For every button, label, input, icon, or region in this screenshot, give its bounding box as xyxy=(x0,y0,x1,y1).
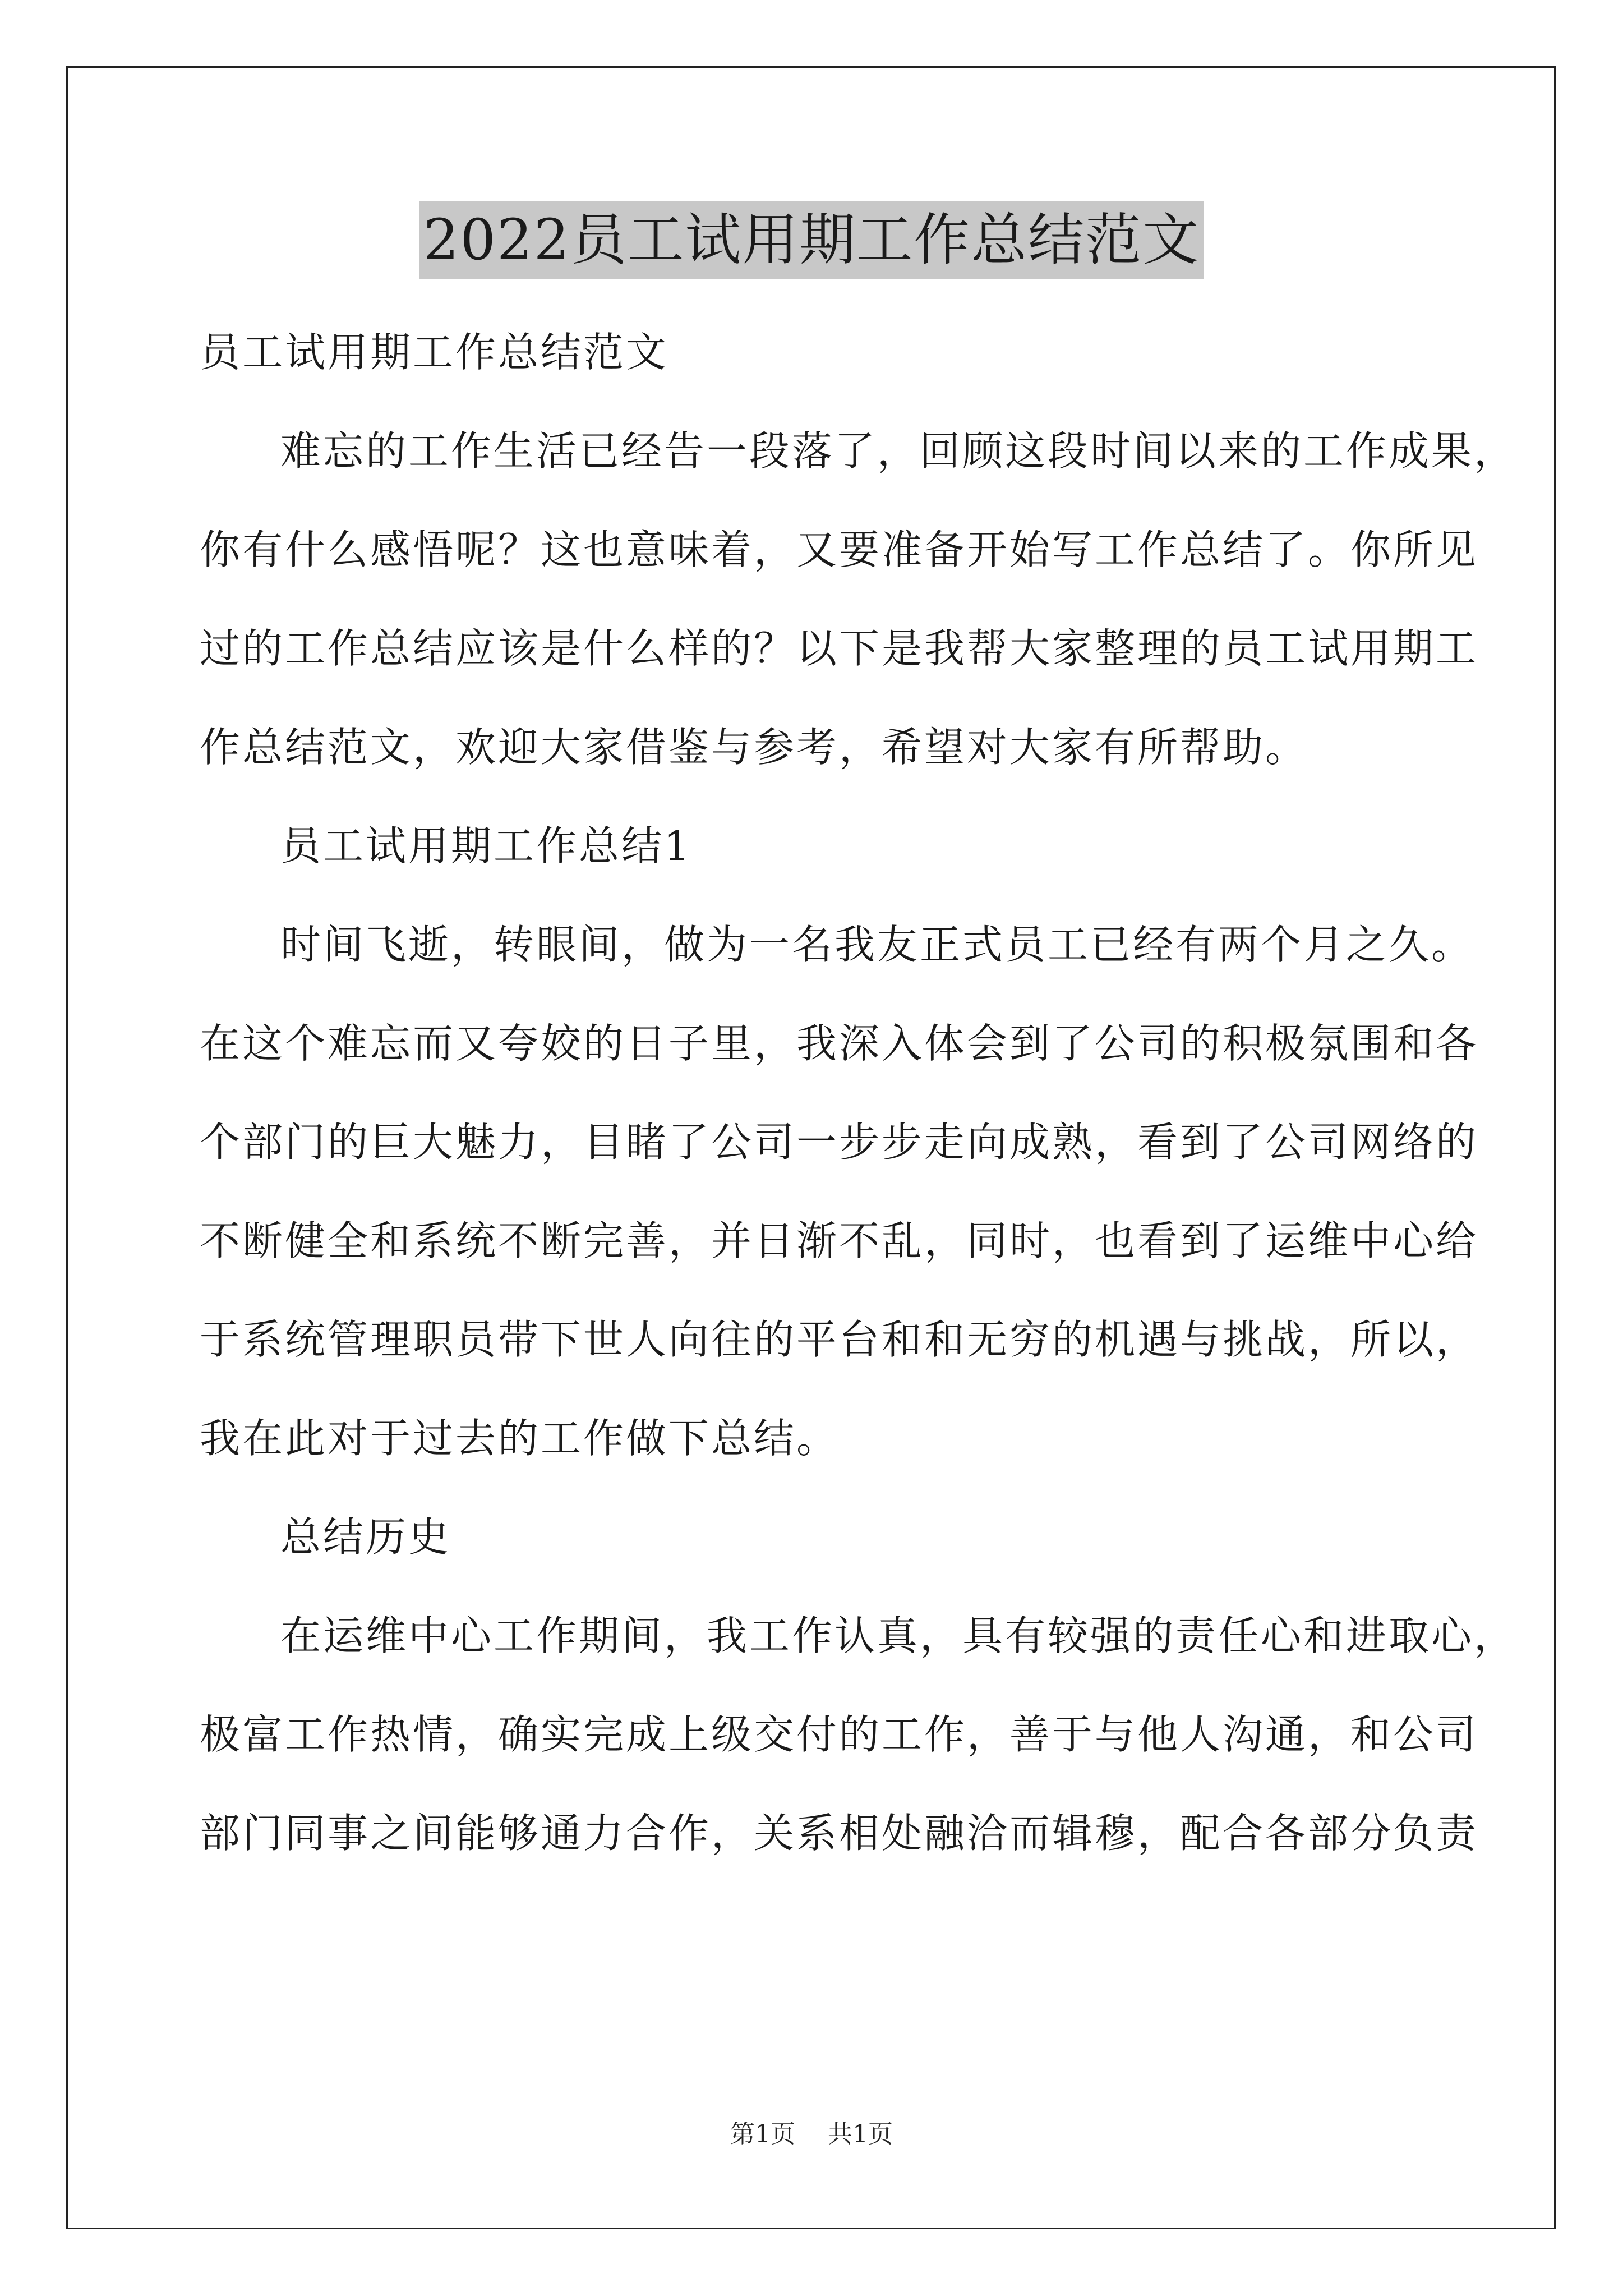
section-heading: 总结历史 xyxy=(280,1513,451,1561)
page-total: 共1页 xyxy=(828,2120,893,2148)
section-heading: 员工试用期工作总结1 xyxy=(280,822,692,869)
text-line: 不断健全和系统不断完善，并日渐不乱，同时，也看到了运维中心给 xyxy=(200,1217,1479,1264)
page-footer xyxy=(0,2118,1623,2151)
text-line: 我在此对于过去的工作做下总结。 xyxy=(200,1415,840,1462)
text-line: 于系统管理职员带下世人向往的平台和和无穷的机遇与挑战，所以， xyxy=(200,1316,1479,1363)
text-line: 员工试用期工作总结范文 xyxy=(200,329,669,376)
text-line: 个部门的巨大魅力，目睹了公司一步步走向成熟，看到了公司网络的 xyxy=(200,1119,1479,1166)
text-line: 你有什么感悟呢？这也意味着，又要准备开始写工作总结了。你所见 xyxy=(200,526,1479,573)
page-number: 第1页 xyxy=(730,2120,795,2148)
text-line: 在运维中心工作期间，我工作认真，具有较强的责任心和进取心， xyxy=(280,1612,1517,1659)
text-line: 作总结范文，欢迎大家借鉴与参考，希望对大家有所帮助。 xyxy=(200,724,1308,771)
title-container xyxy=(0,201,1623,279)
text-line: 在这个难忘而又夸姣的日子里，我深入体会到了公司的积极氛围和各 xyxy=(200,1020,1479,1067)
document-body xyxy=(200,303,1517,1883)
text-line: 部门同事之间能够通力合作，关系相处融洽而辑穆，配合各部分负责 xyxy=(200,1810,1479,1857)
text-line: 时间飞逝，转眼间，做为一名我友正式员工已经有两个月之久。 xyxy=(280,921,1474,968)
text-line: 难忘的工作生活已经告一段落了，回顾这段时间以来的工作成果， xyxy=(280,427,1517,475)
text-line: 极富工作热情，确实完成上级交付的工作，善于与他人沟通，和公司 xyxy=(200,1711,1479,1758)
document-title: 2022员工试用期工作总结范文 xyxy=(419,201,1205,279)
text-line: 过的工作总结应该是什么样的？以下是我帮大家整理的员工试用期工 xyxy=(200,625,1479,672)
